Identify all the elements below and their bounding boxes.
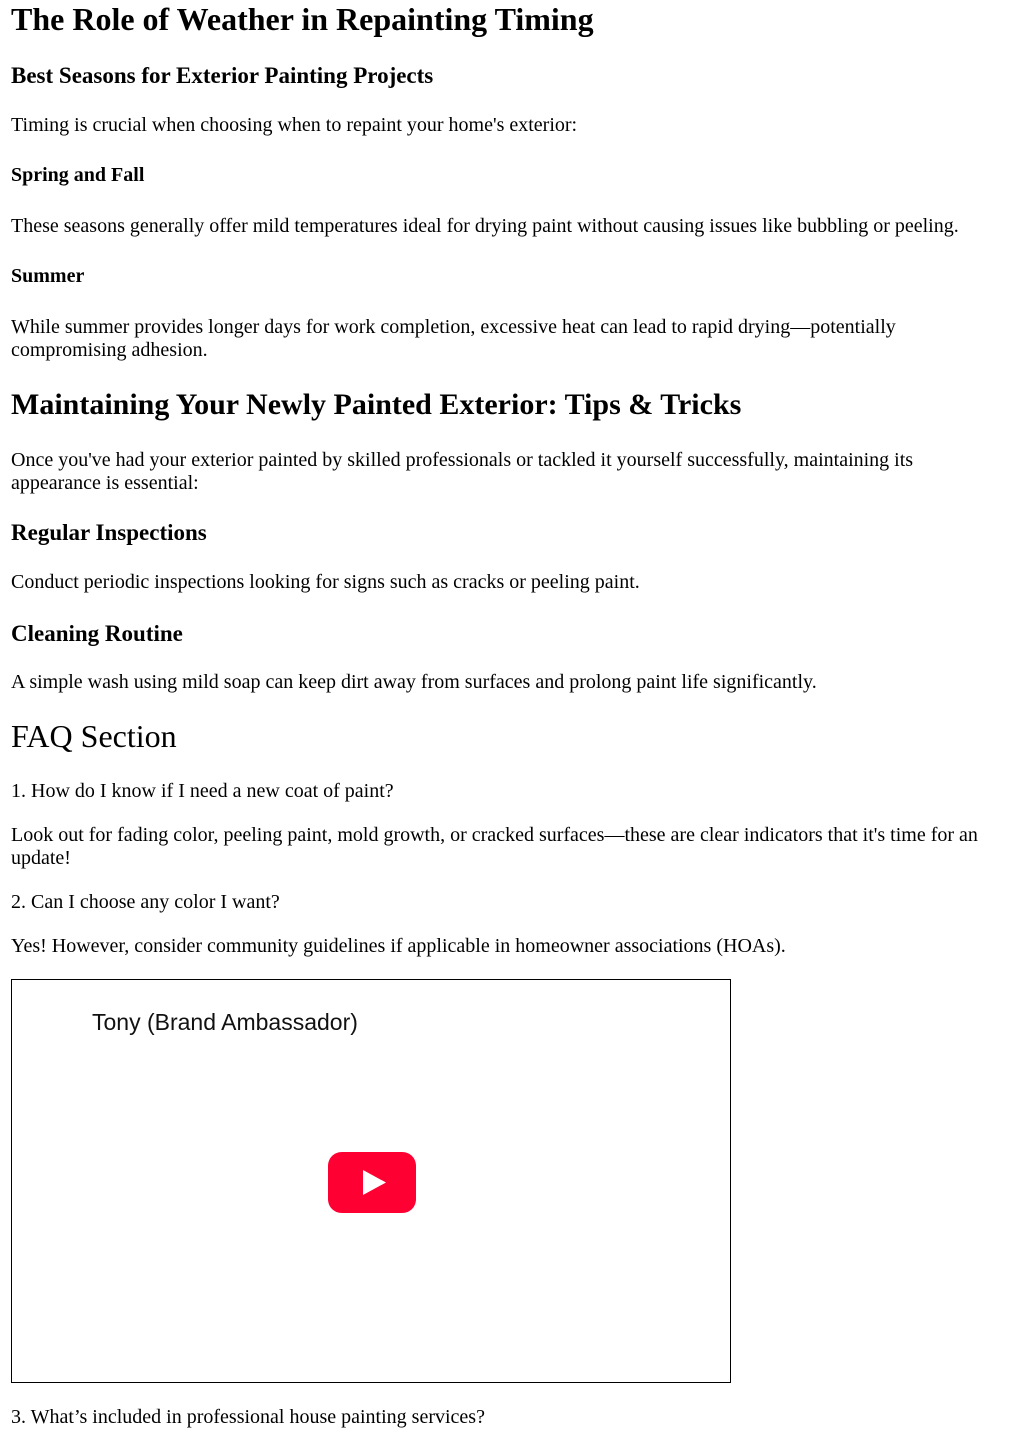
timing-intro: Timing is crucial when choosing when to repaint your home's exterior:	[11, 114, 578, 136]
video-title[interactable]: Tony (Brand Ambassador)	[92, 1009, 358, 1035]
weather-heading: The Role of Weather in Repainting Timing	[11, 1, 594, 37]
faq-answer-2: Yes! However, consider community guidelines if applicable in homeowner associations (HOAs).	[11, 935, 786, 957]
summer-text: While summer provides longer days for work completion, excessive heat can lead to rapid drying—potentially compromising adhesion.	[11, 316, 896, 361]
regular-inspections-title: Regular Inspections	[11, 520, 207, 545]
faq-question-3: 3. What’s included in professional house painting services?	[11, 1406, 485, 1428]
cleaning-routine-text: A simple wash using mild soap can keep dirt away from surfaces and prolong paint life significantly.	[11, 671, 817, 693]
youtube-play-button[interactable]	[328, 1152, 416, 1213]
cleaning-routine-title: Cleaning Routine	[11, 621, 183, 646]
maintenance-intro: Once you've had your exterior painted by skilled professionals or tackled it yourself successfully, maintaining its appearance is essential:	[11, 449, 914, 494]
faq-question-2: 2. Can I choose any color I want?	[11, 891, 280, 913]
video-embed[interactable]	[11, 979, 731, 1383]
regular-inspections-text: Conduct periodic inspections looking for signs such as cracks or peeling paint.	[11, 571, 640, 593]
faq-answer-1: Look out for fading color, peeling paint, mold growth, or cracked surfaces—these are clear indicators that it's time for an update!	[11, 824, 978, 869]
maintenance-heading: Maintaining Your Newly Painted Exterior: Tips & Tricks	[11, 388, 742, 421]
faq-question-1: 1. How do I know if I need a new coat of paint?	[11, 780, 394, 802]
faq-heading: FAQ Section	[11, 718, 177, 754]
youtube-play-icon	[328, 1152, 416, 1213]
spring-fall-title: Spring and Fall	[11, 164, 145, 186]
summer-title: Summer	[11, 265, 85, 287]
spring-fall-text: These seasons generally offer mild temperatures ideal for drying paint without causing issues like bubbling or peeling.	[11, 215, 959, 237]
best-seasons-subheading: Best Seasons for Exterior Painting Projects	[11, 63, 434, 88]
